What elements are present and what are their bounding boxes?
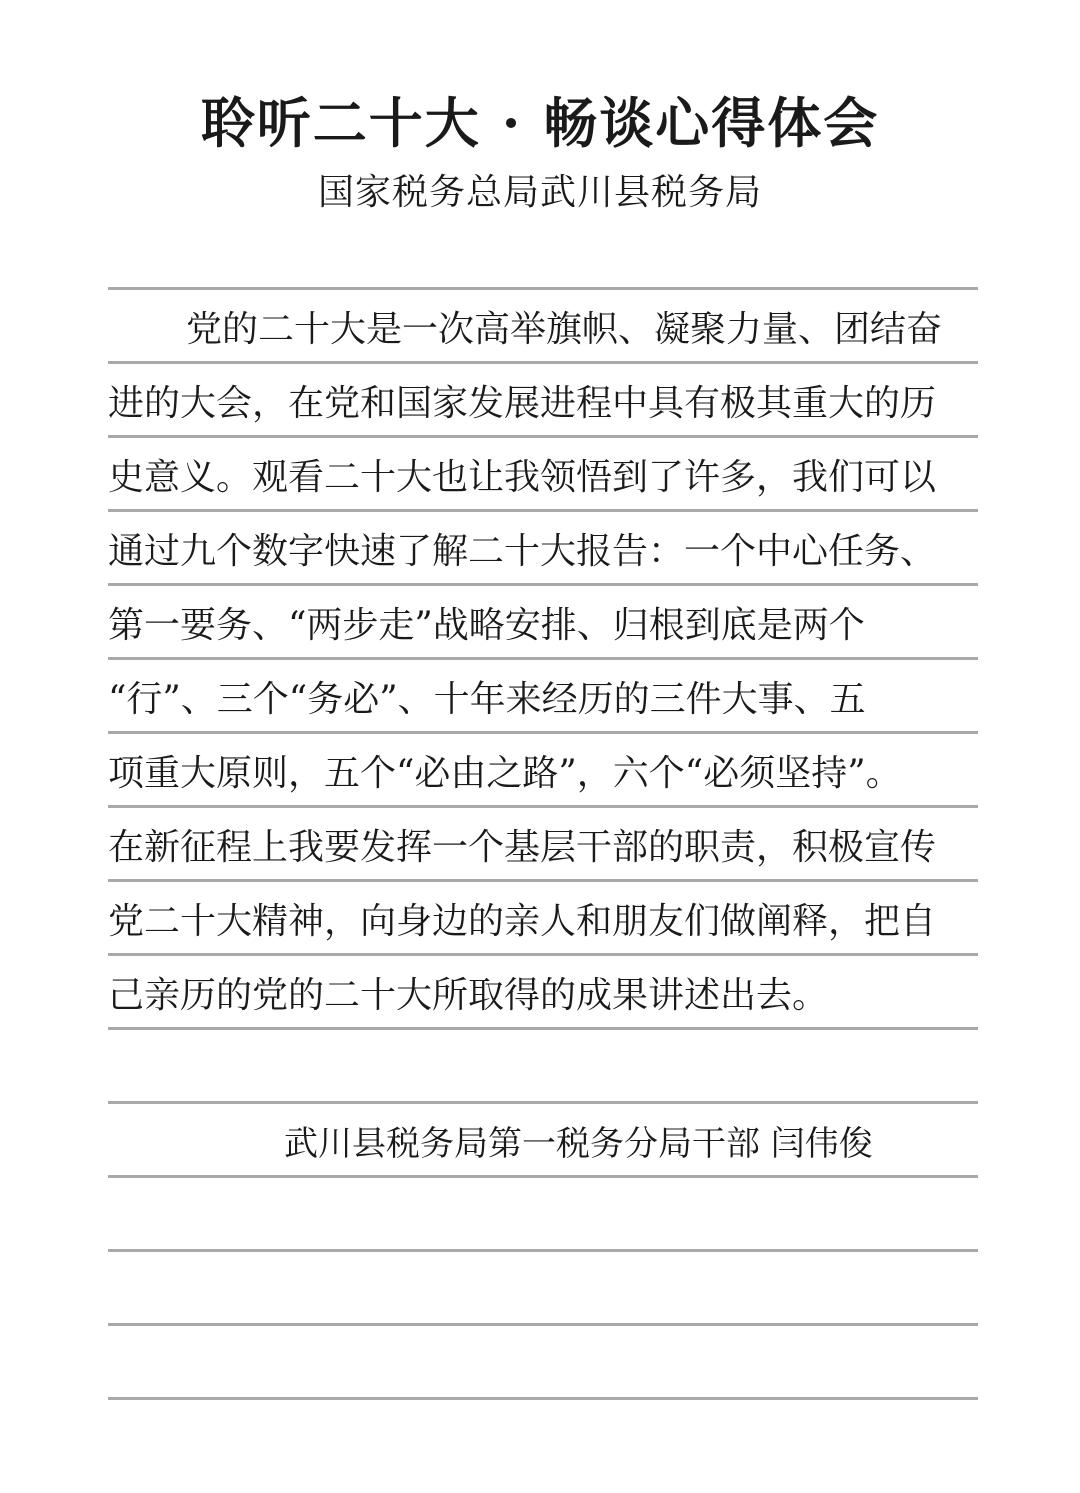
body-line: 在新征程上我要发挥一个基层干部的职责，积极宣传: [108, 827, 937, 868]
body-line: 项重大原则，五个“必由之路”，六个“必须坚持”。: [108, 753, 902, 794]
ruled-line: [108, 1323, 978, 1326]
body-line: 党的二十大是一次高举旗帜、凝聚力量、团结奋: [186, 309, 943, 350]
ruled-line: [108, 805, 978, 808]
ruled-line: [108, 583, 978, 586]
ruled-line: [108, 953, 978, 956]
ruled-line: [108, 731, 978, 734]
page-title: 聆听二十大 · 畅谈心得体会: [200, 91, 880, 155]
ruled-line: [108, 879, 978, 882]
ruled-line: [108, 657, 978, 660]
body-line: 己亲历的党的二十大所取得的成果讲述出去。: [108, 975, 829, 1016]
page-subtitle: 国家税务总局武川县税务局: [317, 172, 762, 213]
body-line: 第一要务、“两步走”战略安排、归根到底是两个: [108, 605, 865, 646]
ruled-line: [108, 1397, 978, 1400]
body-line: 通过九个数字快速了解二十大报告：一个中心任务、: [108, 531, 937, 572]
body-line: “行”、三个“务必”、十年来经历的三件大事、五: [108, 679, 866, 720]
ruled-line: [108, 1101, 978, 1104]
ruled-line: [108, 287, 978, 290]
ruled-line: [108, 1027, 978, 1030]
signature: 武川县税务局第一税务分局干部 闫伟俊: [284, 1124, 873, 1164]
body-line: 党二十大精神，向身边的亲人和朋友们做阐释，把自: [108, 901, 937, 942]
ruled-line: [108, 361, 978, 364]
ruled-line: [108, 509, 978, 512]
ruled-line: [108, 1175, 978, 1178]
body-line: 史意义。观看二十大也让我领悟到了许多，我们可以: [108, 457, 937, 498]
ruled-line: [108, 435, 978, 438]
body-line: 进的大会，在党和国家发展进程中具有极其重大的历: [108, 383, 937, 424]
ruled-line: [108, 1249, 978, 1252]
